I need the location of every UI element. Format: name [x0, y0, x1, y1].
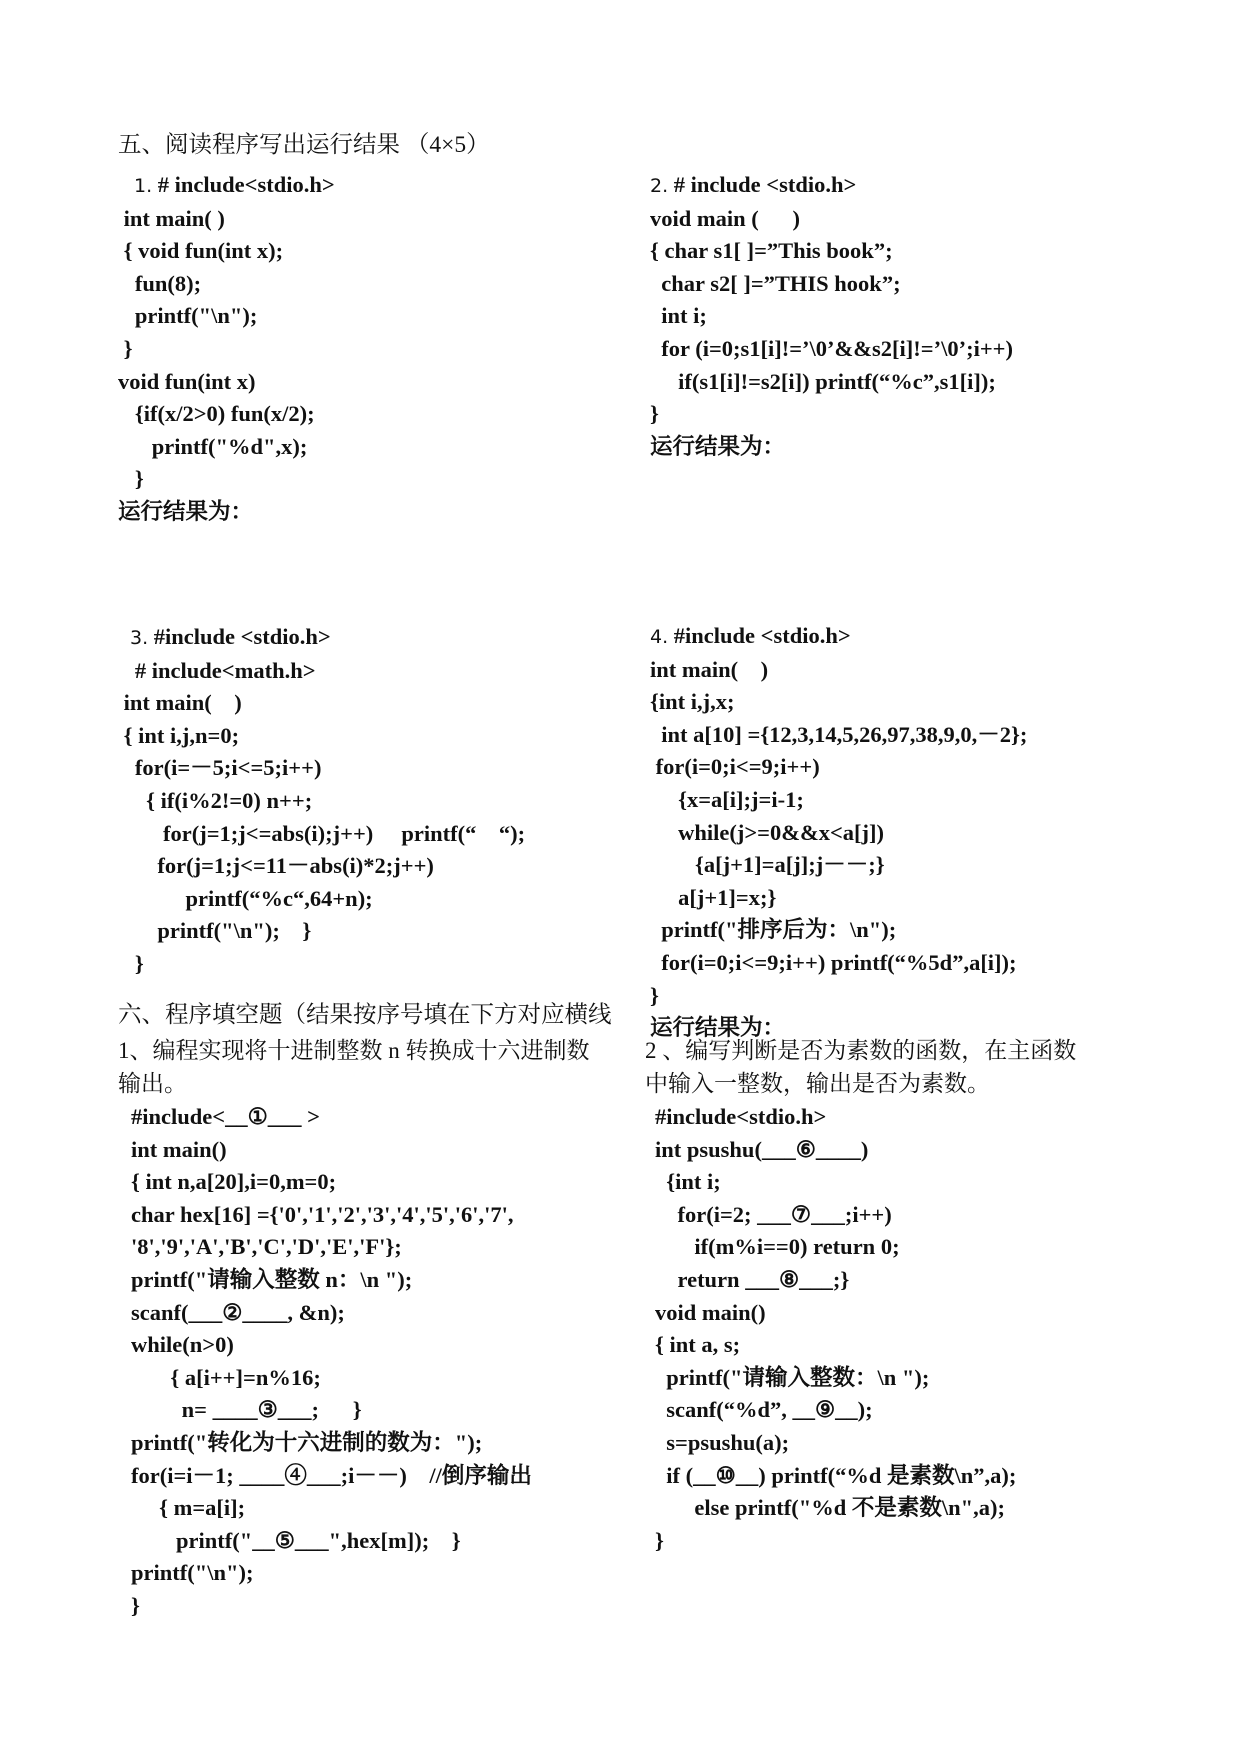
code-line: } — [650, 401, 659, 427]
code-line: n= ____③___; } — [131, 1397, 362, 1423]
question-number: 2. — [650, 175, 669, 197]
question-1-code — [118, 169, 335, 529]
question-description: 2 、编写判断是否为素数的函数，在主函数 — [645, 1038, 1077, 1063]
code-line: 1. # include<stdio.h> — [134, 172, 335, 197]
code-line: void fun(int x) — [118, 368, 256, 394]
code-line: { int i,j,n=0; — [118, 722, 240, 748]
code-line: while(j>=0&&x<a[j]) — [650, 819, 885, 845]
code-line: else printf("%d 不是素数\n",a); — [655, 1495, 1005, 1521]
code-line: for(i=0;i<=9;i++) — [650, 754, 820, 780]
code-line: if(s1[i]!=s2[i]) printf(“%c”,s1[i]); — [650, 368, 996, 394]
code-line: void main ( ) — [650, 205, 801, 231]
code-line: printf("%d",x); — [118, 433, 308, 459]
code-line: printf("转化为十六进制的数为："); — [131, 1429, 483, 1455]
code-line: for(i=2; ___⑦___;i++) — [655, 1201, 892, 1227]
code-line: {int i,j,x; — [650, 689, 735, 715]
code-line: printf("\n"); — [131, 1560, 254, 1586]
code-line: scanf(___②____, &n); — [131, 1299, 345, 1325]
code-line: { m=a[i]; — [131, 1495, 246, 1521]
code-line: printf("请输入整数 n：\n "); — [131, 1266, 413, 1292]
code-line: printf(“%c“,64+n); — [118, 885, 373, 911]
code-line: char hex[16] ={'0','1','2','3','4','5','6','7', — [131, 1201, 514, 1227]
code-line: return ___⑧___;} — [655, 1266, 850, 1292]
code-line: while(n>0) — [131, 1332, 234, 1358]
fill-question-1-code — [131, 1101, 532, 1623]
code-line: {a[j+1]=a[j];j－－;} — [650, 852, 885, 878]
code-line: { int a, s; — [655, 1332, 741, 1358]
code-line: printf("排序后为：\n"); — [650, 917, 897, 943]
code-line: 4. #include <stdio.h> — [650, 623, 851, 648]
code-line: { a[i++]=n%16; — [131, 1364, 321, 1390]
question-number: 4. — [650, 626, 669, 648]
result-label: 运行结果为： — [118, 498, 254, 524]
question-description: 1、编程实现将十进制整数 n 转换成十六进制数 — [118, 1038, 590, 1063]
question-4-code — [650, 620, 1027, 1045]
code-line: printf("\n"); } — [118, 918, 312, 944]
code-line: { char s1[ ]=”This book”; — [650, 238, 893, 264]
question-2-code — [650, 169, 1013, 463]
code-line: char s2[ ]=”THIS hook”; — [650, 270, 901, 296]
code-line: {if(x/2>0) fun(x/2); — [118, 401, 315, 427]
code-line: } — [655, 1527, 664, 1553]
code-line: int a[10] ={12,3,14,5,26,97,38,9,0,－2}; — [650, 721, 1028, 747]
code-line: } — [118, 950, 144, 976]
code-line: if(m%i==0) return 0; — [655, 1234, 900, 1260]
code-line: for(j=1;j<=11－abs(i)*2;j++) — [118, 853, 434, 879]
code-line: 3. #include <stdio.h> — [130, 624, 331, 649]
code-line: { int n,a[20],i=0,m=0; — [131, 1169, 337, 1195]
code-line: {int i; — [655, 1169, 721, 1195]
code-line: for(i=0;i<=9;i++) printf(“%5d”,a[i]); — [650, 949, 1017, 975]
code-line: #include<__①___ > — [131, 1104, 320, 1129]
code-line: int psushu(___⑥____) — [655, 1136, 869, 1162]
fill-question-2-code — [655, 1101, 1016, 1557]
question-3-code — [118, 621, 525, 981]
code-line: {x=a[i];j=i-1; — [650, 786, 804, 812]
code-line: } — [118, 466, 144, 492]
fill-question-2 — [645, 1035, 1076, 1100]
code-line: for (i=0;s1[i]!=’\0’&&s2[i]!=’\0’;i++) — [650, 335, 1013, 361]
code-line: scanf(“%d”, __⑨__); — [655, 1397, 873, 1423]
code-line: '8','9','A','B','C','D','E','F'}; — [131, 1234, 402, 1260]
code-line: { void fun(int x); — [118, 238, 284, 264]
code-line: 2. # include <stdio.h> — [650, 172, 857, 197]
code-line: void main() — [655, 1299, 766, 1325]
code-line: int main( ) — [118, 690, 242, 716]
code-line: } — [650, 982, 659, 1008]
section-6-heading: 六、程序填空题（结果按序号填在下方对应横线 — [118, 1002, 612, 1028]
result-label: 运行结果为： — [650, 1015, 786, 1041]
question-number: 3. — [130, 627, 149, 649]
code-line: for(i=－5;i<=5;i++) — [118, 755, 322, 781]
code-line: } — [118, 335, 133, 361]
code-line: fun(8); — [118, 270, 202, 296]
question-number: 1. — [134, 175, 153, 197]
code-line: a[j+1]=x;} — [650, 884, 777, 910]
code-line: # include<math.h> — [118, 657, 316, 683]
code-line: printf("__⑤___",hex[m]); } — [131, 1527, 461, 1553]
code-line: int main() — [131, 1136, 227, 1162]
code-line: int main( ) — [650, 656, 769, 682]
code-line: s=psushu(a); — [655, 1429, 790, 1455]
section-5-heading: 五、阅读程序写出运行结果 （4×5） — [118, 132, 490, 158]
code-line: printf("请输入整数：\n "); — [655, 1364, 930, 1390]
code-line: if (__⑩__) printf(“%d 是素数\n”,a); — [655, 1462, 1017, 1488]
fill-question-1 — [118, 1035, 590, 1100]
result-label: 运行结果为： — [650, 433, 786, 459]
code-line: for(j=1;j<=abs(i);j++) printf(“ “); — [118, 820, 526, 846]
question-description: 输出。 — [118, 1070, 187, 1096]
code-line: for(i=i－1; ____④___;i－－) //倒序输出 — [131, 1462, 532, 1488]
question-description: 中输入一整数，输出是否为素数。 — [645, 1070, 990, 1096]
code-line: #include<stdio.h> — [655, 1104, 827, 1129]
code-line: } — [131, 1592, 140, 1618]
code-line: { if(i%2!=0) n++; — [118, 787, 313, 813]
code-line: printf("\n"); — [118, 303, 258, 329]
code-line: int main( ) — [118, 205, 225, 231]
code-line: int i; — [650, 303, 707, 329]
